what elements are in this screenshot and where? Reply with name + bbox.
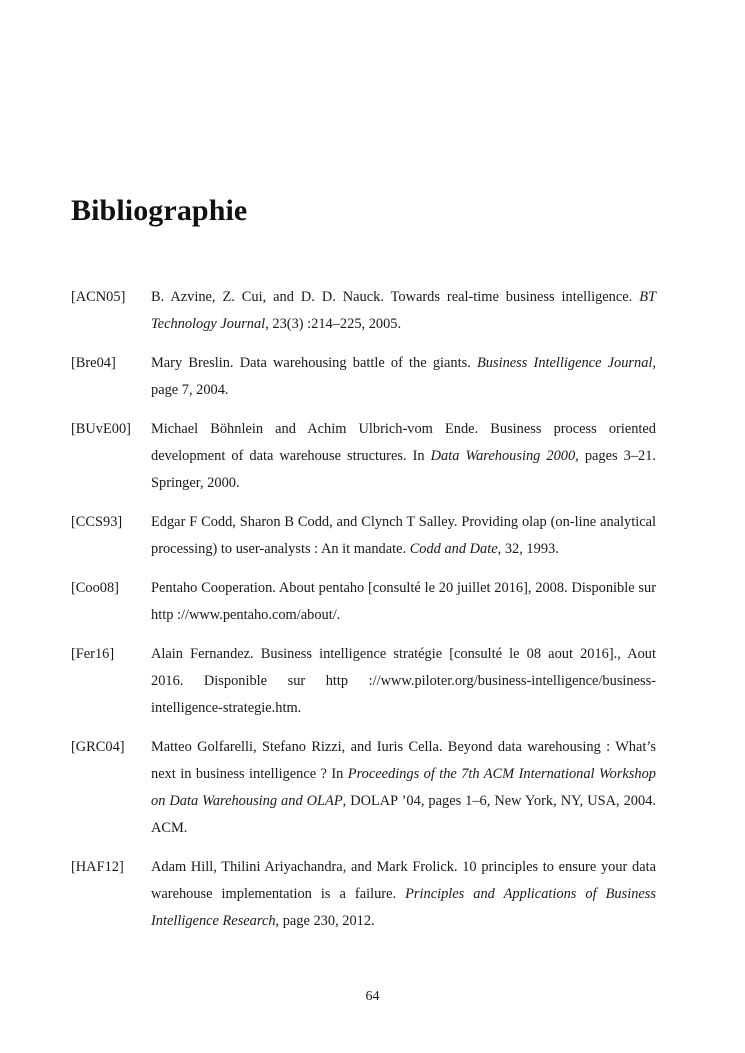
reference-segment: , page 230, 2012. [275, 913, 375, 929]
reference-text [151, 509, 656, 563]
reference-italic-segment: Principles and Applications of Business Intelligence Research [151, 886, 656, 929]
reference-italic-segment: BT Technology Journal [151, 289, 656, 332]
bib-entry [71, 575, 656, 629]
bib-entry [71, 641, 656, 722]
reference-text [151, 284, 656, 338]
reference-segment: Michael Böhnlein and Achim Ulbrich-vom Ende. Business process oriented development of data warehouse structures. In [151, 421, 656, 464]
reference-text [151, 416, 656, 497]
citation-key: [CCS93] [71, 514, 123, 530]
reference-text [151, 641, 656, 722]
reference-italic-segment: Codd and Date [409, 541, 498, 557]
reference-text [151, 854, 656, 935]
citation-key: [GRC04] [71, 739, 125, 755]
reference-segment: Matteo Golfarelli, Stefano Rizzi, and Iuris Cella. Beyond data warehousing : What’s next in business intelligence ? In [151, 739, 656, 782]
reference-segment: , 32, 1993. [497, 541, 559, 557]
bib-entry [71, 509, 656, 563]
reference-segment: Edgar F Codd, Sharon B Codd, and Clynch T Salley. Providing olap (on-line analytical processing) to user-analysts : An it mandate. [151, 514, 656, 557]
bib-entry [71, 350, 656, 404]
reference-segment: , page 7, 2004. [151, 355, 657, 398]
reference-segment: , 23(3) :214–225, 2005. [265, 316, 402, 332]
citation-key: [ACN05] [71, 289, 126, 305]
reference-text [151, 575, 656, 629]
bibliography-list [71, 284, 656, 947]
bib-entry [71, 416, 656, 497]
page-title: Bibliographie [71, 194, 248, 227]
reference-text [151, 734, 656, 842]
reference-italic-segment: Data Warehousing 2000 [430, 448, 576, 464]
bib-entry [71, 734, 656, 842]
page-number: 64 [365, 989, 380, 1004]
citation-key: [BUvE00] [71, 421, 131, 437]
citation-key: [Fer16] [71, 646, 115, 662]
reference-text [151, 350, 656, 404]
bib-entry [71, 284, 656, 338]
citation-key: [HAF12] [71, 859, 124, 875]
reference-segment: , pages 3–21. Springer, 2000. [151, 448, 657, 491]
reference-segment: Mary Breslin. Data warehousing battle of the giants. [151, 355, 477, 371]
reference-segment: , DOLAP ’04, pages 1–6, New York, NY, USA, 2004. ACM. [151, 793, 656, 836]
reference-italic-segment: Business Intelligence Journal [476, 355, 653, 371]
reference-segment: Pentaho Cooperation. About pentaho [consulté le 20 juillet 2016], 2008. Disponible sur http ://www.pentaho.com/about/. [151, 580, 656, 623]
bib-entry [71, 854, 656, 935]
citation-key: [Coo08] [71, 580, 119, 596]
reference-segment: Adam Hill, Thilini Ariyachandra, and Mark Frolick. 10 principles to ensure your data warehouse implementation is a failure. [151, 859, 656, 902]
reference-segment: Alain Fernandez. Business intelligence stratégie [consulté le 08 aout 2016]., Aout 2016. Disponible sur http ://www.piloter.org/business-intelligence/business-intelligence-strategie.htm. [151, 646, 656, 716]
reference-segment: B. Azvine, Z. Cui, and D. D. Nauck. Towards real-time business intelligence. [151, 289, 640, 305]
citation-key: [Bre04] [71, 355, 116, 371]
reference-italic-segment: Proceedings of the 7th ACM International Workshop on Data Warehousing and OLAP [151, 766, 656, 809]
